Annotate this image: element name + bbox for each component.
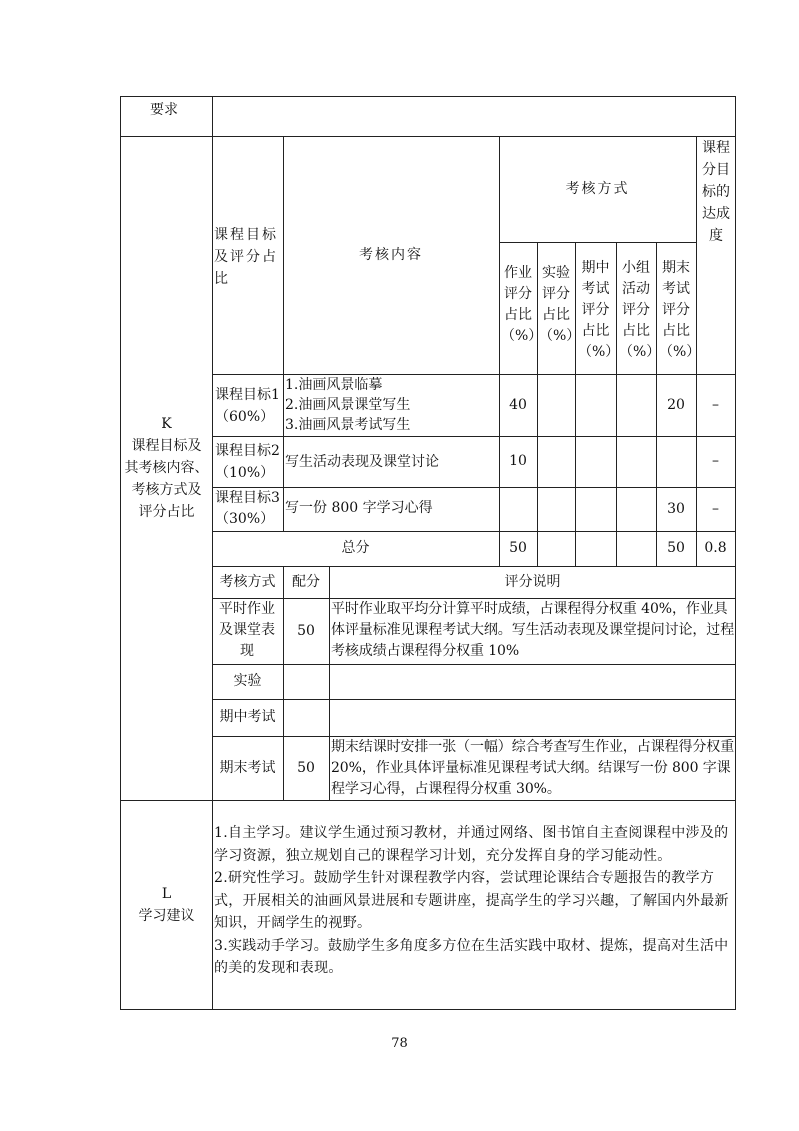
header-objective: 课程目标及评分占比 bbox=[214, 227, 278, 287]
scoring-points: 50 bbox=[297, 622, 315, 639]
section-k-title-line: 其考核内容、 bbox=[124, 460, 209, 476]
scoring-points: 50 bbox=[297, 759, 315, 776]
row-objective: 课程目标3（30%） bbox=[215, 490, 280, 527]
section-l-letter: L bbox=[161, 886, 172, 902]
header-group-share: 小组活动评分占比（%） bbox=[619, 260, 661, 360]
scoring-desc: 平时作业取平均分计算平时成绩，占课程得分权重 40%，作业具体评量标准见课程考试大纲。写生活动表现及课堂提问讨论，过程考核成绩占课程得分权重 10% bbox=[331, 601, 735, 659]
content-line: 3.油画风景考试写生 bbox=[285, 417, 411, 433]
requirement-label: 要求 bbox=[150, 102, 178, 118]
total-label: 总分 bbox=[341, 540, 370, 556]
scoring-points bbox=[283, 699, 329, 736]
scoring-points bbox=[283, 664, 329, 699]
achievement-value: – bbox=[712, 500, 719, 517]
header-homework-share: 作业评分占比（%） bbox=[501, 265, 543, 344]
scoring-method: 期末考试 bbox=[219, 759, 276, 776]
row-objective: 课程目标1（60%） bbox=[215, 387, 280, 425]
scoring-header-points: 配分 bbox=[292, 573, 320, 590]
content-line: 2.油画风景课堂写生 bbox=[285, 397, 411, 413]
achievement-value: – bbox=[712, 396, 719, 413]
section-k-letter: K bbox=[161, 416, 172, 432]
achievement-value: – bbox=[712, 453, 719, 469]
scoring-method: 期中考试 bbox=[219, 709, 276, 725]
scoring-method: 平时作业及课堂表现 bbox=[219, 601, 275, 659]
scoring-method: 实验 bbox=[233, 673, 262, 689]
header-achievement: 课程分目标的达成度 bbox=[702, 140, 730, 244]
row-objective: 课程目标2（10%） bbox=[215, 443, 280, 481]
header-method: 考核方式 bbox=[565, 180, 630, 197]
section-l-title bbox=[120, 883, 213, 927]
final-share: 20 bbox=[667, 396, 685, 413]
homework-share: 10 bbox=[509, 453, 527, 469]
total-homework: 50 bbox=[509, 540, 527, 556]
section-k-title bbox=[120, 413, 213, 523]
header-final-share: 期末考试评分占比（%） bbox=[659, 260, 701, 360]
content-line: 1.油画风景临摹 bbox=[285, 377, 383, 393]
scoring-header-desc: 评分说明 bbox=[504, 573, 561, 590]
final-share: 30 bbox=[667, 500, 685, 517]
row-content: 写一份 800 字学习心得 bbox=[285, 500, 433, 516]
page-number: 78 bbox=[391, 1036, 408, 1051]
header-midterm-share: 期中考试评分占比（%） bbox=[578, 260, 620, 360]
section-k-title-line: 课程目标及 bbox=[131, 438, 202, 454]
row-content: 写生活动表现及课堂讨论 bbox=[285, 454, 439, 470]
section-k-title-line: 考核方式及 bbox=[131, 482, 202, 498]
study-suggestions bbox=[214, 822, 734, 980]
suggestion-paragraph: 3.实践动手学习。鼓励学生多角度多方位在生活实践中取材、提炼，提高对生活中的美的发现和表现。 bbox=[214, 937, 729, 976]
scoring-header-method: 考核方式 bbox=[219, 573, 276, 590]
header-experiment-share: 实验评分占比（%） bbox=[539, 265, 581, 344]
section-l-label: 学习建议 bbox=[138, 908, 195, 924]
total-achievement: 0.8 bbox=[704, 540, 727, 556]
total-final: 50 bbox=[667, 540, 685, 556]
suggestion-paragraph: 2.研究性学习。鼓励学生针对课程教学内容，尝试理论课结合专题报告的教学方式，开展相关的油画风景进展和专题讲座，提高学生的学习兴趣，了解国内外最新知识，开阔学生的视野。 bbox=[214, 870, 729, 931]
homework-share: 40 bbox=[509, 396, 527, 413]
header-content: 考核内容 bbox=[359, 246, 423, 263]
scoring-desc: 期末结课时安排一张（一幅）综合考查写生作业，占课程得分权重 20%，作业具体评量标准见课程考试大纲。结课写一份 800 字课程学习心得，占课程得分权重 30%。 bbox=[331, 739, 735, 797]
section-k-title-line: 评分占比 bbox=[138, 504, 195, 520]
suggestion-paragraph: 1.自主学习。建议学生通过预习教材，并通过网络、图书馆自主查阅课程中涉及的学习资源，独立规划自己的课程学习计划，充分发挥自身的学习能动性。 bbox=[214, 825, 729, 864]
row-content bbox=[285, 374, 499, 435]
